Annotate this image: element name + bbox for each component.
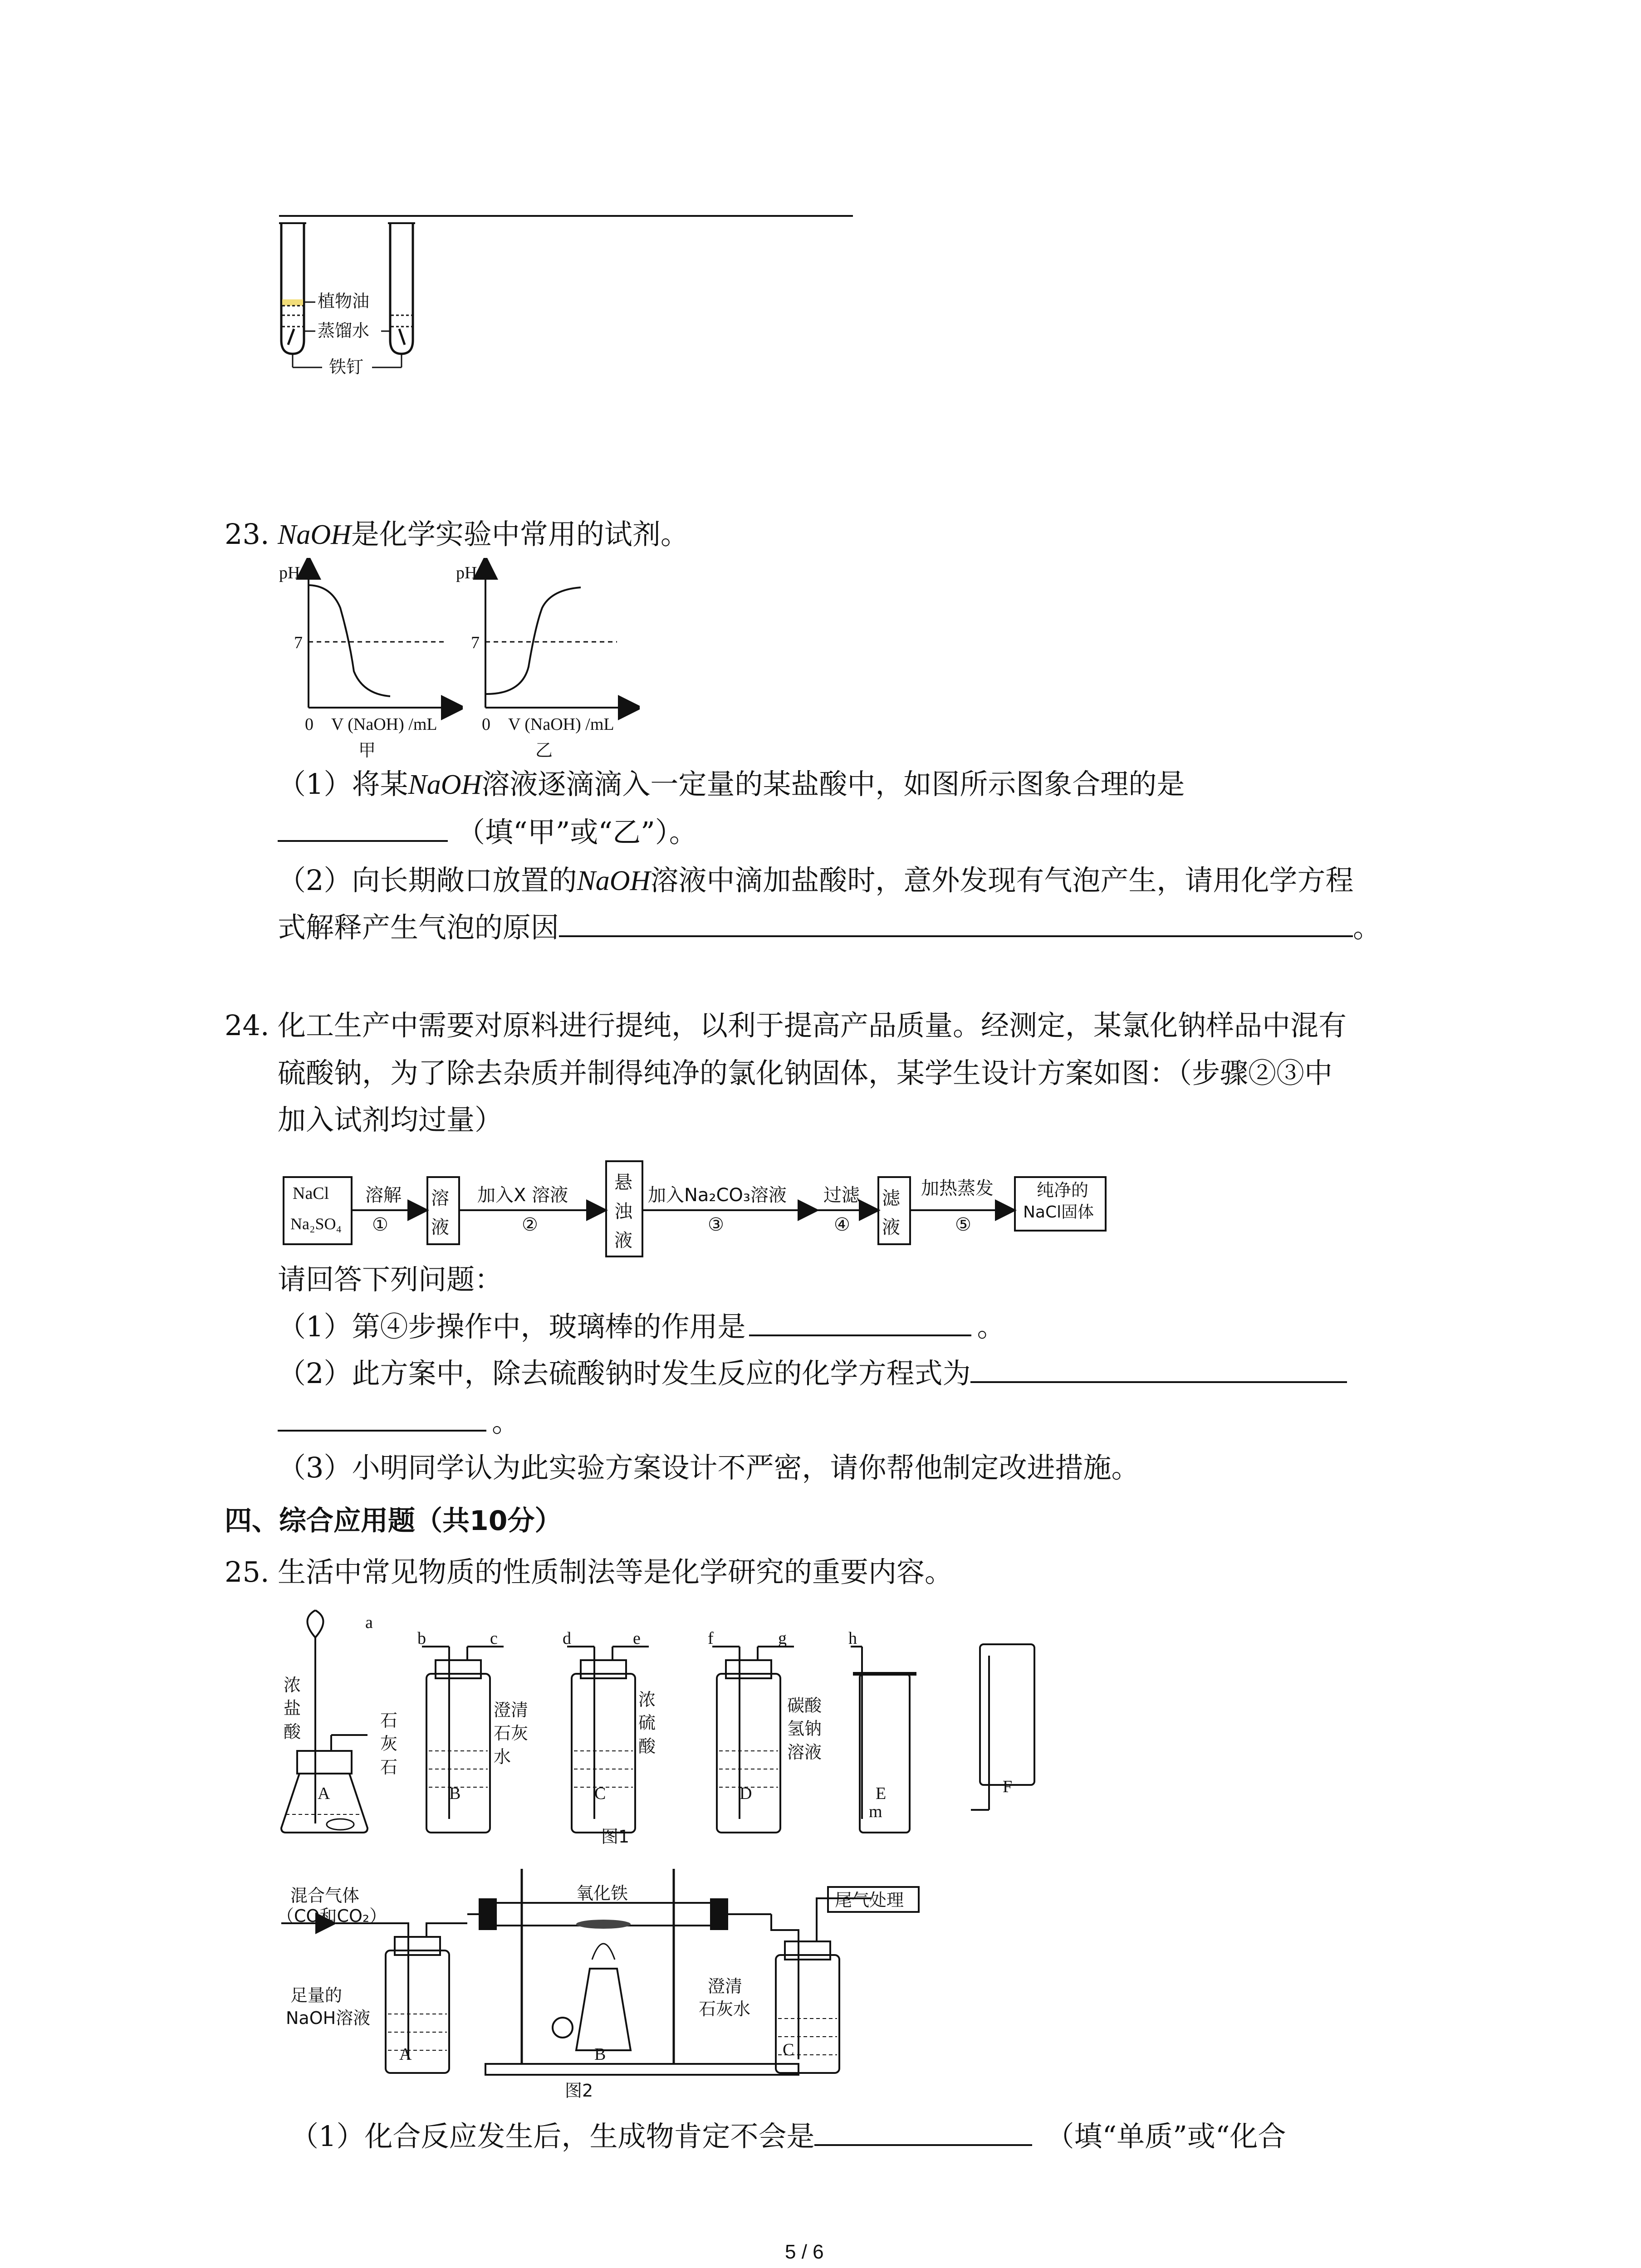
flow-box2-solution: 溶液 [431, 1188, 449, 1238]
flow-step5-label: 加热蒸发 [921, 1178, 994, 1199]
fig1-port-g: g [778, 1629, 787, 1648]
fig1-label-A: A [318, 1784, 330, 1803]
q24-line1: 化工生产中需要对原料进行提纯，以利于提高产品质量。经测定，某氯化钠样品中混有 [278, 1009, 1347, 1042]
yi-origin: 0 [482, 715, 490, 734]
flow-step3-number: ③ [708, 1214, 724, 1235]
flow-step4-label: 过滤 [823, 1185, 860, 1206]
q23-part1-line2: （填“甲”或“乙”）。 [278, 816, 697, 846]
jia-y-axis-label: pH [279, 563, 300, 582]
fig2-label-B: B [594, 2045, 606, 2064]
flow-box1-na2so4: Na₂SO₄ [290, 1215, 342, 1233]
flow-box5-nacl-solid: NaCl固体 [1023, 1203, 1094, 1222]
fig1-label-C: C [594, 1784, 606, 1803]
q25-stem: 生活中常见物质的性质制法等是化学研究的重要内容。 [278, 1555, 953, 1589]
q23-part1-line1: （1）将某NaOH溶液逐滴滴入一定量的某盐酸中，如图所示图象合理的是 [278, 767, 1185, 801]
top-answer-line [279, 215, 853, 217]
q24-line3: 加入试剂均过量） [278, 1103, 503, 1136]
fig1-port-d: d [563, 1629, 571, 1648]
q23-part1-answer-blank[interactable] [278, 816, 448, 842]
fig2-naoh-label-1: 足量的 [290, 1985, 343, 2005]
fig2-mixed-gas-label: 混合气体 [290, 1886, 360, 1906]
flow-step1-number: ① [372, 1214, 388, 1235]
flow-box4-filtrate: 滤液 [882, 1188, 900, 1238]
fig1-caption: 图1 [601, 1827, 630, 1847]
q24-part2-answer-blank-a[interactable] [970, 1358, 1347, 1383]
section-4-heading: 四、综合应用题（共10分） [225, 1505, 562, 1537]
q24-part1: （1）第④步操作中，玻璃棒的作用是 。 [278, 1310, 1005, 1343]
q24-ask: 请回答下列问题： [278, 1263, 503, 1296]
page-number: 5 / 6 [785, 2241, 824, 2263]
fig1-conc-sulfuric-label: 浓 硫 酸 [638, 1690, 656, 1756]
jia-caption: 甲 [358, 740, 376, 760]
fig2-exhaust-label: 尾气处理 [835, 1890, 904, 1910]
label-iron-nail: 铁钉 [329, 357, 364, 377]
fig1-port-f: f [708, 1629, 714, 1648]
flow-step4-number: ④ [834, 1214, 850, 1235]
jia-x-axis-label: V (NaOH) /mL [331, 715, 437, 734]
yi-tick-7: 7 [471, 633, 480, 652]
flow-step5-number: ⑤ [955, 1214, 971, 1235]
fig1-nahco3-label: 碳酸 氢钠 溶液 [787, 1696, 822, 1762]
label-vegetable-oil: 植物油 [318, 291, 370, 311]
q24-part1-answer-blank[interactable] [749, 1311, 971, 1336]
jia-tick-7: 7 [294, 633, 303, 652]
fig2-co-co2-label: （CO和CO₂） [277, 1906, 387, 1926]
fig1-port-h: h [848, 1629, 857, 1648]
q24-part2-line1: （2）此方案中，除去硫酸钠时发生反应的化学方程式为 [278, 1358, 1347, 1388]
flow-step2-label: 加入X 溶液 [477, 1185, 568, 1206]
q23-part2-answer-blank[interactable] [559, 912, 1353, 937]
fig1-label-E: E [876, 1784, 887, 1803]
yi-y-axis-label: pH [456, 563, 477, 582]
fig1-conc-hcl-label: 浓 盐 酸 [284, 1675, 301, 1742]
flow-box5-pure: 纯净的 [1037, 1180, 1089, 1200]
fig1-port-m: m [869, 1802, 882, 1821]
flow-step3-label: 加入Na₂CO₃溶液 [648, 1185, 787, 1206]
q25-part1-answer-blank[interactable] [814, 2121, 1032, 2146]
q25-part1: （1）化合反应发生后，生成物肯定不会是 （填“单质”或“化合 [290, 2120, 1286, 2153]
fig2-caption: 图2 [565, 2081, 593, 2101]
label-distilled-water: 蒸馏水 [318, 321, 370, 341]
fig1-port-b: b [417, 1629, 426, 1648]
q24-number: 24. [225, 1009, 269, 1042]
flow-box3-suspension: 悬浊液 [614, 1172, 632, 1251]
q24-line2: 硫酸钠，为了除去杂质并制得纯净的氯化钠固体，某学生设计方案如图：（步骤②③中 [278, 1056, 1333, 1090]
jia-origin: 0 [305, 715, 314, 734]
fig2-limewater-label-2: 石灰水 [699, 1999, 751, 2019]
fig1-limewater-label: 澄清 石灰 水 [494, 1700, 529, 1767]
yi-x-axis-label: V (NaOH) /mL [508, 715, 614, 734]
fig2-label-C: C [783, 2040, 794, 2059]
purification-flowchart [281, 1159, 1121, 1263]
fig1-port-c: c [490, 1629, 498, 1648]
fig1-port-e: e [633, 1629, 641, 1648]
q24-part2-answer-blank-b[interactable] [278, 1406, 486, 1432]
fig2-iron-oxide-label: 氧化铁 [576, 1883, 628, 1903]
fig2-naoh-label-2: NaOH溶液 [286, 2008, 371, 2028]
fig1-limestone-label: 石 灰 石 [380, 1711, 398, 1777]
q24-part3: （3）小明同学认为此实验方案设计不严密，请你帮他制定改进措施。 [278, 1451, 1140, 1484]
flow-box1-nacl: NaCl [293, 1184, 329, 1203]
fig1-label-F: F [1003, 1777, 1013, 1796]
yi-caption: 乙 [535, 740, 553, 760]
fig2-label-A: A [399, 2045, 412, 2064]
flow-step2-number: ② [522, 1214, 538, 1235]
fig1-label-D: D [740, 1784, 752, 1803]
q25-number: 25. [225, 1555, 269, 1589]
fig2-limewater-label-1: 澄清 [708, 1976, 743, 1996]
q23-part2-line2: 式解释产生气泡的原因 。 [278, 911, 1381, 944]
q23-stem: NaOH是化学实验中常用的试剂。 [278, 518, 689, 551]
fig1-label-B: B [449, 1784, 461, 1803]
q23-part2-line1: （2）向长期敞口放置的NaOH溶液中滴加盐酸时，意外发现有气泡产生，请用化学方程 [278, 864, 1354, 897]
q24-part2-line2: 。 [278, 1406, 520, 1436]
q23-number: 23. [225, 518, 269, 551]
flow-step1-label: 溶解 [365, 1185, 402, 1206]
fig1-port-a: a [365, 1613, 373, 1632]
